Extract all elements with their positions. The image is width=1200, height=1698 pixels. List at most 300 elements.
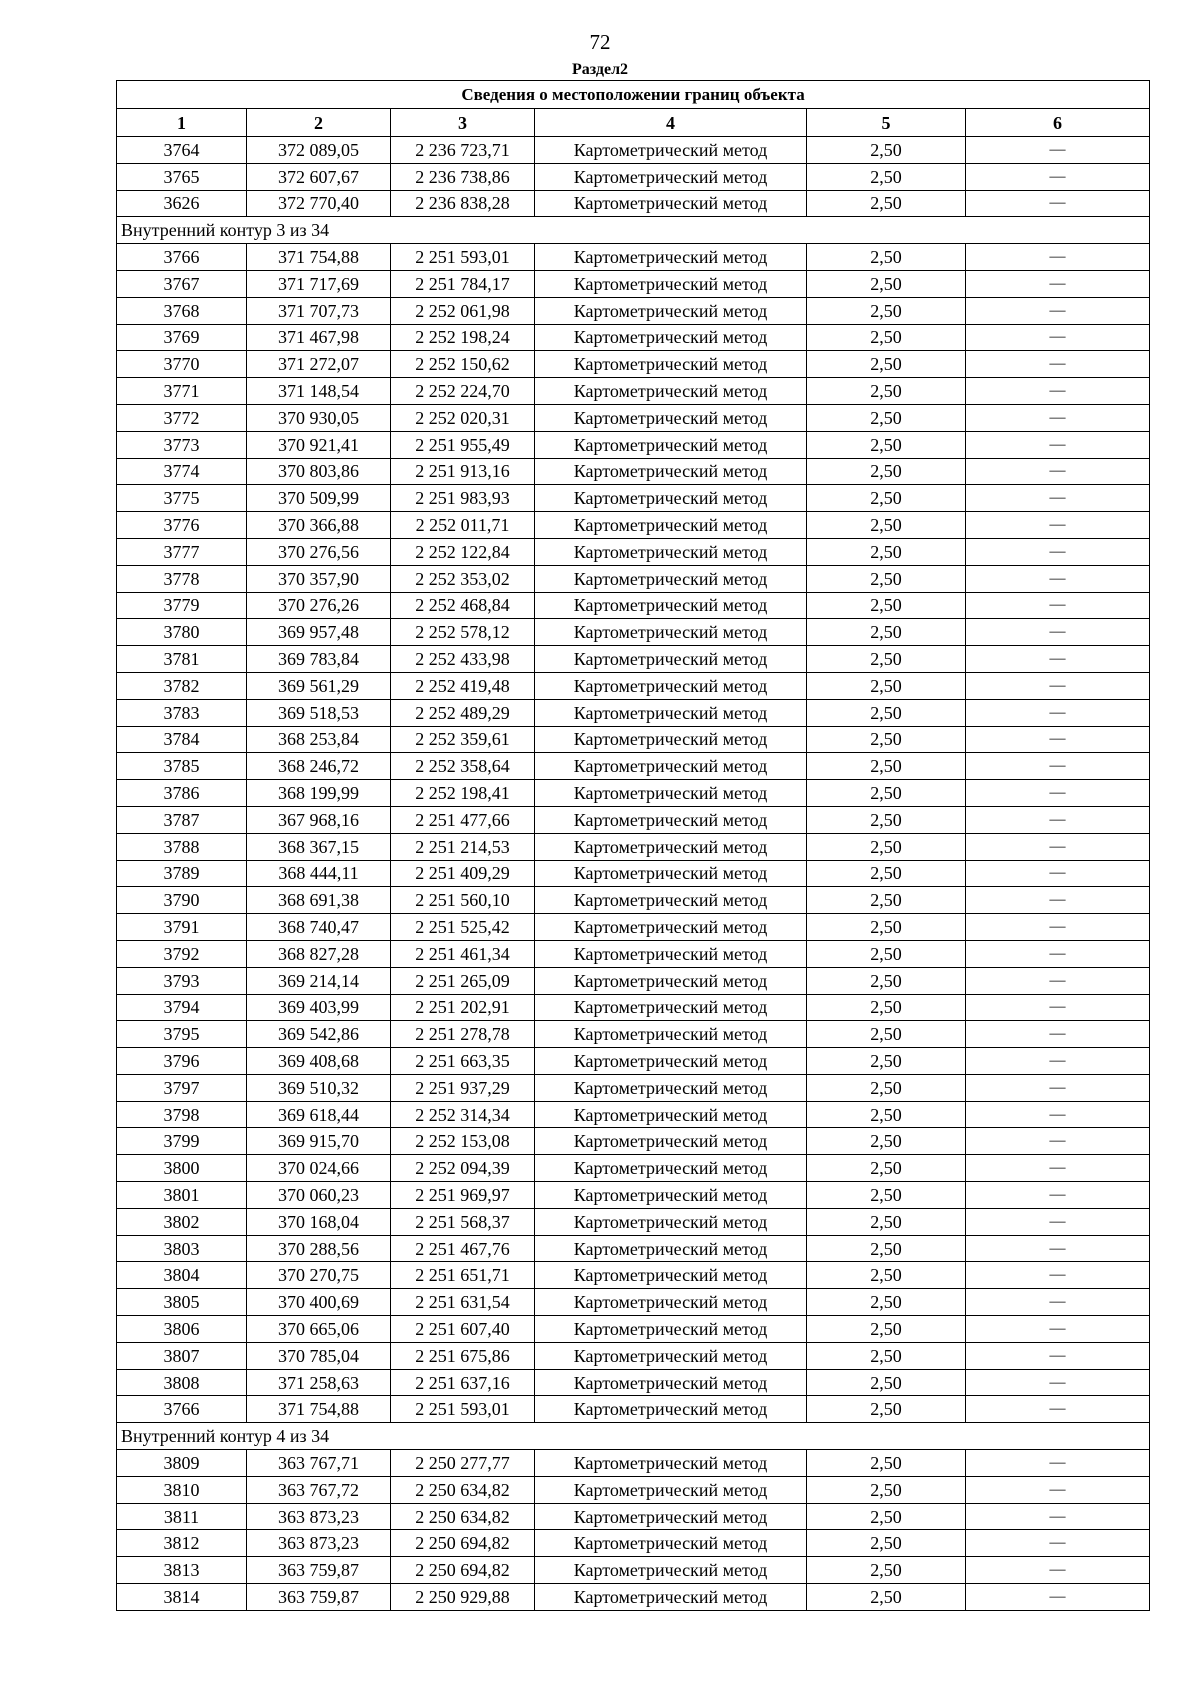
method-cell: Картометрический метод: [535, 699, 807, 726]
table-row: [117, 1476, 1150, 1503]
point-number-cell: 3793: [117, 967, 247, 994]
x-coordinate-cell: 371 272,07: [247, 351, 391, 378]
note-cell: —: [966, 1074, 1150, 1101]
table-row: [117, 538, 1150, 565]
method-cell: Картометрический метод: [535, 646, 807, 673]
method-cell: Картометрический метод: [535, 1584, 807, 1611]
precision-cell: 2,50: [807, 565, 966, 592]
y-coordinate-cell: 2 250 634,82: [391, 1503, 535, 1530]
precision-cell: 2,50: [807, 1396, 966, 1423]
x-coordinate-cell: 371 754,88: [247, 244, 391, 271]
y-coordinate-cell: 2 252 358,64: [391, 753, 535, 780]
precision-cell: 2,50: [807, 1262, 966, 1289]
y-coordinate-cell: 2 252 353,02: [391, 565, 535, 592]
note-cell: —: [966, 137, 1150, 164]
precision-cell: 2,50: [807, 431, 966, 458]
note-cell: —: [966, 726, 1150, 753]
point-number-cell: 3768: [117, 297, 247, 324]
method-cell: Картометрический метод: [535, 1342, 807, 1369]
precision-cell: 2,50: [807, 485, 966, 512]
method-cell: Картометрический метод: [535, 753, 807, 780]
table-row: [117, 163, 1150, 190]
method-cell: Картометрический метод: [535, 914, 807, 941]
table-row: [117, 780, 1150, 807]
x-coordinate-cell: 372 089,05: [247, 137, 391, 164]
method-cell: Картометрический метод: [535, 458, 807, 485]
method-cell: Картометрический метод: [535, 1208, 807, 1235]
x-coordinate-cell: 370 357,90: [247, 565, 391, 592]
note-cell: —: [966, 1021, 1150, 1048]
precision-cell: 2,50: [807, 1557, 966, 1584]
point-number-cell: 3784: [117, 726, 247, 753]
precision-cell: 2,50: [807, 1342, 966, 1369]
table-row: [117, 1262, 1150, 1289]
table-row: [117, 1208, 1150, 1235]
y-coordinate-cell: 2 250 694,82: [391, 1530, 535, 1557]
point-number-cell: 3794: [117, 994, 247, 1021]
note-cell: —: [966, 431, 1150, 458]
table-row: [117, 1396, 1150, 1423]
precision-cell: 2,50: [807, 1289, 966, 1316]
precision-cell: 2,50: [807, 940, 966, 967]
y-coordinate-cell: 2 251 593,01: [391, 244, 535, 271]
method-cell: Картометрический метод: [535, 1557, 807, 1584]
table-row: [117, 1182, 1150, 1209]
table-row: [117, 619, 1150, 646]
x-coordinate-cell: 370 270,75: [247, 1262, 391, 1289]
y-coordinate-cell: 2 236 723,71: [391, 137, 535, 164]
note-cell: —: [966, 351, 1150, 378]
table-row: [117, 297, 1150, 324]
section-title: Раздел2: [571, 61, 629, 78]
y-coordinate-cell: 2 251 937,29: [391, 1074, 535, 1101]
table-row: [117, 1557, 1150, 1584]
method-cell: Картометрический метод: [535, 297, 807, 324]
y-coordinate-cell: 2 251 409,29: [391, 860, 535, 887]
precision-cell: 2,50: [807, 1208, 966, 1235]
point-number-cell: 3770: [117, 351, 247, 378]
method-cell: Картометрический метод: [535, 833, 807, 860]
x-coordinate-cell: 368 246,72: [247, 753, 391, 780]
table-row: [117, 699, 1150, 726]
note-cell: —: [966, 806, 1150, 833]
point-number-cell: 3769: [117, 324, 247, 351]
y-coordinate-cell: 2 252 359,61: [391, 726, 535, 753]
precision-cell: 2,50: [807, 404, 966, 431]
method-cell: Картометрический метод: [535, 378, 807, 405]
table-row: [117, 270, 1150, 297]
point-number-cell: 3814: [117, 1584, 247, 1611]
precision-cell: 2,50: [807, 592, 966, 619]
method-cell: Картометрический метод: [535, 190, 807, 217]
y-coordinate-cell: 2 250 929,88: [391, 1584, 535, 1611]
note-cell: —: [966, 967, 1150, 994]
point-number-cell: 3781: [117, 646, 247, 673]
method-cell: Картометрический метод: [535, 1396, 807, 1423]
method-cell: Картометрический метод: [535, 1182, 807, 1209]
table-row: [117, 485, 1150, 512]
precision-cell: 2,50: [807, 297, 966, 324]
note-cell: —: [966, 1530, 1150, 1557]
point-number-cell: 3790: [117, 887, 247, 914]
note-cell: —: [966, 940, 1150, 967]
point-number-cell: 3813: [117, 1557, 247, 1584]
x-coordinate-cell: 368 444,11: [247, 860, 391, 887]
x-coordinate-cell: 368 253,84: [247, 726, 391, 753]
x-coordinate-cell: 369 783,84: [247, 646, 391, 673]
y-coordinate-cell: 2 251 784,17: [391, 270, 535, 297]
note-cell: —: [966, 378, 1150, 405]
x-coordinate-cell: 370 168,04: [247, 1208, 391, 1235]
note-cell: —: [966, 1128, 1150, 1155]
y-coordinate-cell: 2 251 202,91: [391, 994, 535, 1021]
method-cell: Картометрический метод: [535, 780, 807, 807]
x-coordinate-cell: 370 366,88: [247, 512, 391, 539]
precision-cell: 2,50: [807, 1235, 966, 1262]
y-coordinate-cell: 2 251 477,66: [391, 806, 535, 833]
method-cell: Картометрический метод: [535, 726, 807, 753]
note-cell: —: [966, 592, 1150, 619]
x-coordinate-cell: 369 957,48: [247, 619, 391, 646]
point-number-cell: 3795: [117, 1021, 247, 1048]
x-coordinate-cell: 370 921,41: [247, 431, 391, 458]
precision-cell: 2,50: [807, 1476, 966, 1503]
x-coordinate-cell: 370 024,66: [247, 1155, 391, 1182]
y-coordinate-cell: 2 251 214,53: [391, 833, 535, 860]
contour-label-row: [117, 1423, 1150, 1450]
point-number-cell: 3766: [117, 244, 247, 271]
method-cell: Картометрический метод: [535, 244, 807, 271]
y-coordinate-cell: 2 250 694,82: [391, 1557, 535, 1584]
precision-cell: 2,50: [807, 1021, 966, 1048]
method-cell: Картометрический метод: [535, 1476, 807, 1503]
point-number-cell: 3777: [117, 538, 247, 565]
x-coordinate-cell: 371 467,98: [247, 324, 391, 351]
precision-cell: 2,50: [807, 1530, 966, 1557]
point-number-cell: 3780: [117, 619, 247, 646]
y-coordinate-cell: 2 251 568,37: [391, 1208, 535, 1235]
note-cell: —: [966, 780, 1150, 807]
column-header: 4: [535, 109, 807, 137]
point-number-cell: 3796: [117, 1048, 247, 1075]
point-number-cell: 3805: [117, 1289, 247, 1316]
point-number-cell: 3771: [117, 378, 247, 405]
x-coordinate-cell: 363 767,71: [247, 1450, 391, 1477]
precision-cell: 2,50: [807, 806, 966, 833]
note-cell: —: [966, 270, 1150, 297]
contour-label: Внутренний контур 4 из 34: [117, 1423, 1150, 1450]
method-cell: Картометрический метод: [535, 1450, 807, 1477]
point-number-cell: 3807: [117, 1342, 247, 1369]
point-number-cell: 3803: [117, 1235, 247, 1262]
method-cell: Картометрический метод: [535, 672, 807, 699]
y-coordinate-cell: 2 251 955,49: [391, 431, 535, 458]
x-coordinate-cell: 368 367,15: [247, 833, 391, 860]
y-coordinate-cell: 2 251 913,16: [391, 458, 535, 485]
point-number-cell: 3785: [117, 753, 247, 780]
note-cell: —: [966, 1584, 1150, 1611]
note-cell: —: [966, 887, 1150, 914]
precision-cell: 2,50: [807, 378, 966, 405]
x-coordinate-cell: 369 403,99: [247, 994, 391, 1021]
method-cell: Картометрический метод: [535, 592, 807, 619]
table-row: [117, 940, 1150, 967]
x-coordinate-cell: 370 785,04: [247, 1342, 391, 1369]
note-cell: —: [966, 1262, 1150, 1289]
method-cell: Картометрический метод: [535, 806, 807, 833]
y-coordinate-cell: 2 252 419,48: [391, 672, 535, 699]
x-coordinate-cell: 370 288,56: [247, 1235, 391, 1262]
y-coordinate-cell: 2 252 468,84: [391, 592, 535, 619]
table-row: [117, 458, 1150, 485]
note-cell: —: [966, 458, 1150, 485]
note-cell: —: [966, 860, 1150, 887]
y-coordinate-cell: 2 250 277,77: [391, 1450, 535, 1477]
precision-cell: 2,50: [807, 270, 966, 297]
point-number-cell: 3792: [117, 940, 247, 967]
x-coordinate-cell: 372 607,67: [247, 163, 391, 190]
precision-cell: 2,50: [807, 1450, 966, 1477]
x-coordinate-cell: 371 754,88: [247, 1396, 391, 1423]
precision-cell: 2,50: [807, 1316, 966, 1343]
method-cell: Картометрический метод: [535, 860, 807, 887]
point-number-cell: 3797: [117, 1074, 247, 1101]
precision-cell: 2,50: [807, 324, 966, 351]
method-cell: Картометрический метод: [535, 1316, 807, 1343]
point-number-cell: 3764: [117, 137, 247, 164]
note-cell: —: [966, 1476, 1150, 1503]
table-row: [117, 1503, 1150, 1530]
note-cell: —: [966, 619, 1150, 646]
y-coordinate-cell: 2 252 198,24: [391, 324, 535, 351]
method-cell: Картометрический метод: [535, 1289, 807, 1316]
precision-cell: 2,50: [807, 163, 966, 190]
x-coordinate-cell: 371 717,69: [247, 270, 391, 297]
method-cell: Картометрический метод: [535, 1369, 807, 1396]
point-number-cell: 3799: [117, 1128, 247, 1155]
point-number-cell: 3774: [117, 458, 247, 485]
note-cell: —: [966, 324, 1150, 351]
point-number-cell: 3787: [117, 806, 247, 833]
method-cell: Картометрический метод: [535, 163, 807, 190]
point-number-cell: 3788: [117, 833, 247, 860]
x-coordinate-cell: 367 968,16: [247, 806, 391, 833]
x-coordinate-cell: 368 199,99: [247, 780, 391, 807]
y-coordinate-cell: 2 251 983,93: [391, 485, 535, 512]
method-cell: Картометрический метод: [535, 1503, 807, 1530]
y-coordinate-cell: 2 250 634,82: [391, 1476, 535, 1503]
x-coordinate-cell: 369 408,68: [247, 1048, 391, 1075]
page-number: 72: [589, 30, 611, 54]
point-number-cell: 3808: [117, 1369, 247, 1396]
precision-cell: 2,50: [807, 458, 966, 485]
table-row: [117, 1235, 1150, 1262]
point-number-cell: 3766: [117, 1396, 247, 1423]
x-coordinate-cell: 371 707,73: [247, 297, 391, 324]
note-cell: —: [966, 297, 1150, 324]
point-number-cell: 3810: [117, 1476, 247, 1503]
y-coordinate-cell: 2 251 631,54: [391, 1289, 535, 1316]
note-cell: —: [966, 994, 1150, 1021]
method-cell: Картометрический метод: [535, 137, 807, 164]
x-coordinate-cell: 368 827,28: [247, 940, 391, 967]
x-coordinate-cell: 363 873,23: [247, 1503, 391, 1530]
table-row: [117, 887, 1150, 914]
note-cell: —: [966, 699, 1150, 726]
point-number-cell: 3802: [117, 1208, 247, 1235]
precision-cell: 2,50: [807, 887, 966, 914]
precision-cell: 2,50: [807, 726, 966, 753]
x-coordinate-cell: 370 665,06: [247, 1316, 391, 1343]
note-cell: —: [966, 1208, 1150, 1235]
y-coordinate-cell: 2 251 265,09: [391, 967, 535, 994]
x-coordinate-cell: 369 542,86: [247, 1021, 391, 1048]
method-cell: Картометрический метод: [535, 967, 807, 994]
x-coordinate-cell: 370 803,86: [247, 458, 391, 485]
x-coordinate-cell: 372 770,40: [247, 190, 391, 217]
note-cell: —: [966, 1048, 1150, 1075]
x-coordinate-cell: 363 759,87: [247, 1584, 391, 1611]
table-row: [117, 967, 1150, 994]
point-number-cell: 3783: [117, 699, 247, 726]
table-row: [117, 1155, 1150, 1182]
point-number-cell: 3801: [117, 1182, 247, 1209]
table-row: [117, 914, 1150, 941]
note-cell: —: [966, 753, 1150, 780]
point-number-cell: 3798: [117, 1101, 247, 1128]
y-coordinate-cell: 2 236 838,28: [391, 190, 535, 217]
y-coordinate-cell: 2 251 675,86: [391, 1342, 535, 1369]
table-row: [117, 1074, 1150, 1101]
method-cell: Картометрический метод: [535, 940, 807, 967]
y-coordinate-cell: 2 252 150,62: [391, 351, 535, 378]
note-cell: —: [966, 1557, 1150, 1584]
x-coordinate-cell: 369 214,14: [247, 967, 391, 994]
note-cell: —: [966, 1155, 1150, 1182]
x-coordinate-cell: 370 276,26: [247, 592, 391, 619]
method-cell: Картометрический метод: [535, 324, 807, 351]
table-row: [117, 190, 1150, 217]
note-cell: —: [966, 1182, 1150, 1209]
note-cell: —: [966, 485, 1150, 512]
table-row: [117, 1530, 1150, 1557]
x-coordinate-cell: 370 276,56: [247, 538, 391, 565]
method-cell: Картометрический метод: [535, 351, 807, 378]
table-row: [117, 565, 1150, 592]
precision-cell: 2,50: [807, 1074, 966, 1101]
note-cell: —: [966, 1289, 1150, 1316]
table-row: [117, 404, 1150, 431]
method-cell: Картометрический метод: [535, 1530, 807, 1557]
table-row: [117, 1101, 1150, 1128]
y-coordinate-cell: 2 252 433,98: [391, 646, 535, 673]
column-header-row: [117, 109, 1150, 137]
table-row: [117, 806, 1150, 833]
precision-cell: 2,50: [807, 699, 966, 726]
column-header: 3: [391, 109, 535, 137]
note-cell: —: [966, 646, 1150, 673]
point-number-cell: 3800: [117, 1155, 247, 1182]
table-row: [117, 378, 1150, 405]
x-coordinate-cell: 371 258,63: [247, 1369, 391, 1396]
method-cell: Картометрический метод: [535, 1128, 807, 1155]
method-cell: Картометрический метод: [535, 538, 807, 565]
point-number-cell: 3804: [117, 1262, 247, 1289]
y-coordinate-cell: 2 252 153,08: [391, 1128, 535, 1155]
precision-cell: 2,50: [807, 1155, 966, 1182]
point-number-cell: 3812: [117, 1530, 247, 1557]
table-row: [117, 592, 1150, 619]
point-number-cell: 3809: [117, 1450, 247, 1477]
note-cell: —: [966, 1450, 1150, 1477]
precision-cell: 2,50: [807, 351, 966, 378]
table-row: [117, 1584, 1150, 1611]
y-coordinate-cell: 2 251 461,34: [391, 940, 535, 967]
note-cell: —: [966, 1235, 1150, 1262]
precision-cell: 2,50: [807, 190, 966, 217]
note-cell: —: [966, 538, 1150, 565]
precision-cell: 2,50: [807, 1369, 966, 1396]
point-number-cell: 3778: [117, 565, 247, 592]
x-coordinate-cell: 369 518,53: [247, 699, 391, 726]
table-row: [117, 512, 1150, 539]
note-cell: —: [966, 914, 1150, 941]
y-coordinate-cell: 2 252 198,41: [391, 780, 535, 807]
y-coordinate-cell: 2 251 467,76: [391, 1235, 535, 1262]
x-coordinate-cell: 369 618,44: [247, 1101, 391, 1128]
note-cell: —: [966, 1503, 1150, 1530]
table-row: [117, 1369, 1150, 1396]
precision-cell: 2,50: [807, 1101, 966, 1128]
table-row: [117, 1289, 1150, 1316]
table-row: [117, 1450, 1150, 1477]
point-number-cell: 3765: [117, 163, 247, 190]
method-cell: Картометрический метод: [535, 485, 807, 512]
method-cell: Картометрический метод: [535, 994, 807, 1021]
method-cell: Картометрический метод: [535, 619, 807, 646]
point-number-cell: 3789: [117, 860, 247, 887]
method-cell: Картометрический метод: [535, 1262, 807, 1289]
boundary-points-table: [116, 80, 1150, 1611]
note-cell: —: [966, 404, 1150, 431]
x-coordinate-cell: 370 400,69: [247, 1289, 391, 1316]
method-cell: Картометрический метод: [535, 431, 807, 458]
method-cell: Картометрический метод: [535, 887, 807, 914]
y-coordinate-cell: 2 252 578,12: [391, 619, 535, 646]
table-row: [117, 1342, 1150, 1369]
y-coordinate-cell: 2 251 607,40: [391, 1316, 535, 1343]
note-cell: —: [966, 1342, 1150, 1369]
precision-cell: 2,50: [807, 780, 966, 807]
note-cell: —: [966, 190, 1150, 217]
contour-label: Внутренний контур 3 из 34: [117, 217, 1150, 244]
precision-cell: 2,50: [807, 1048, 966, 1075]
table-row: [117, 860, 1150, 887]
point-number-cell: 3767: [117, 270, 247, 297]
table-row: [117, 726, 1150, 753]
note-cell: —: [966, 512, 1150, 539]
precision-cell: 2,50: [807, 1128, 966, 1155]
method-cell: Картометрический метод: [535, 512, 807, 539]
y-coordinate-cell: 2 252 224,70: [391, 378, 535, 405]
table-row: [117, 994, 1150, 1021]
table-row: [117, 244, 1150, 271]
y-coordinate-cell: 2 251 651,71: [391, 1262, 535, 1289]
precision-cell: 2,50: [807, 512, 966, 539]
y-coordinate-cell: 2 236 738,86: [391, 163, 535, 190]
table-row: [117, 324, 1150, 351]
point-number-cell: 3782: [117, 672, 247, 699]
